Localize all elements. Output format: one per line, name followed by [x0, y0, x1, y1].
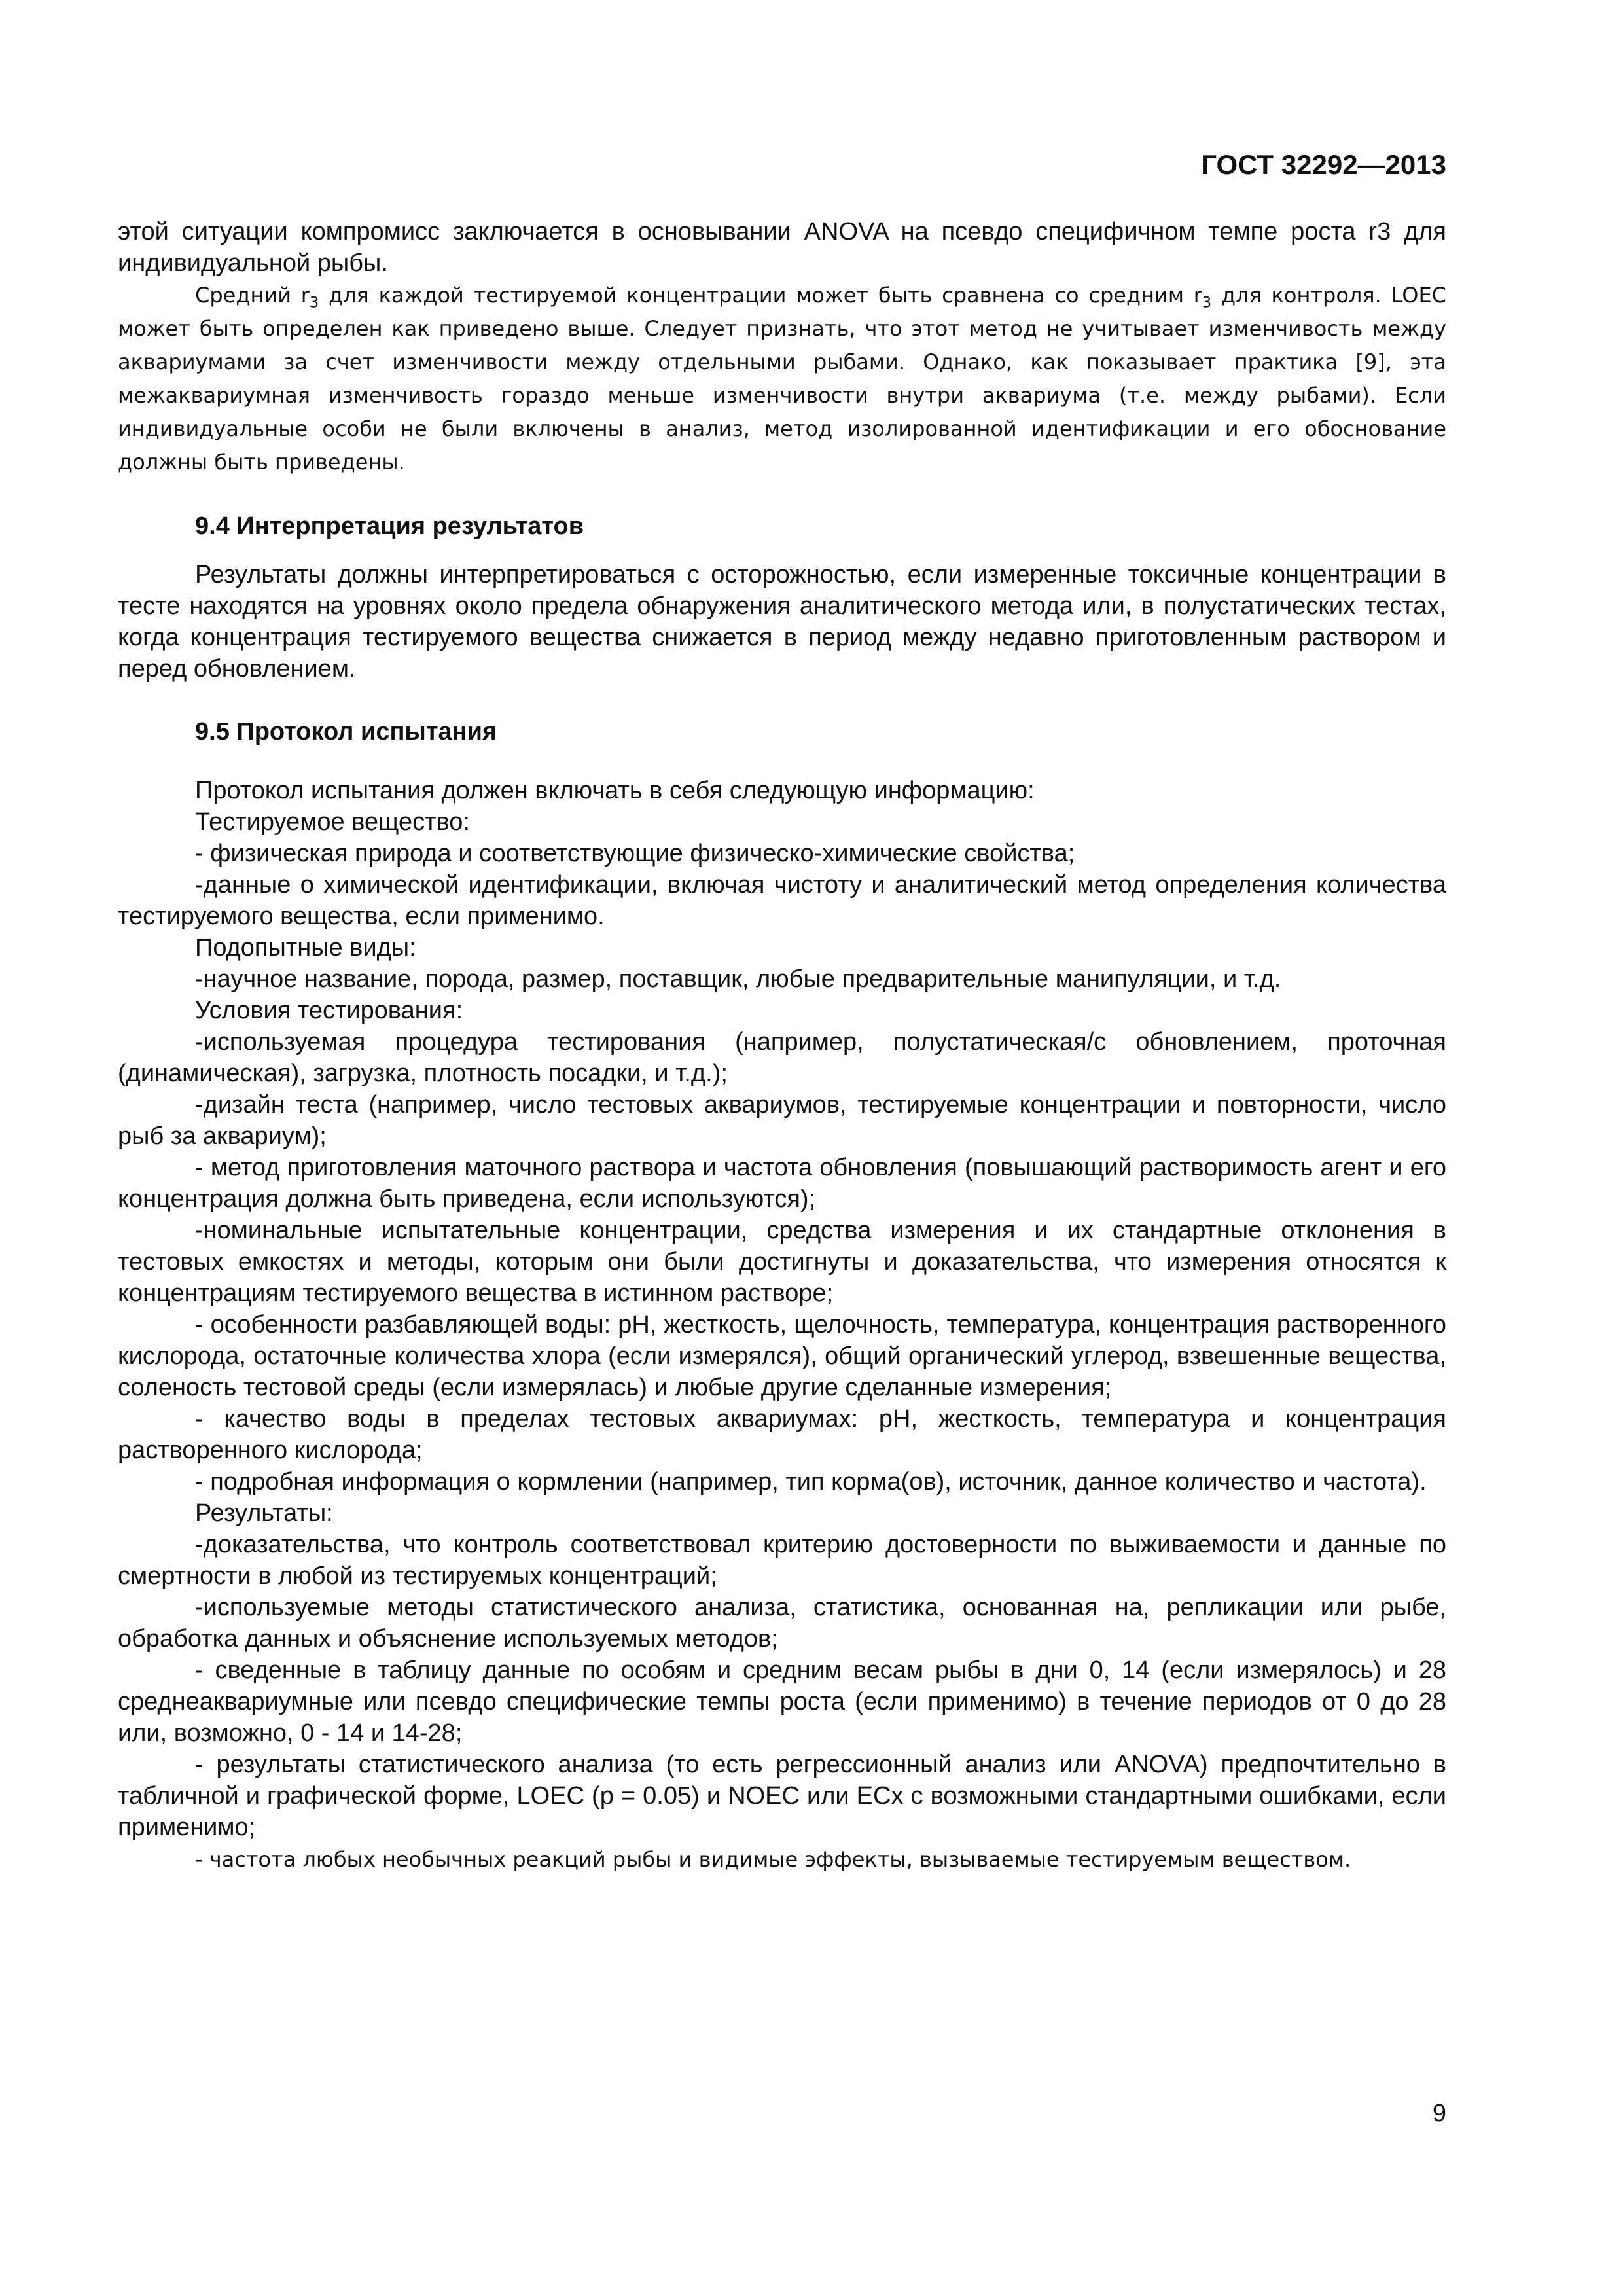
protocol-item: - физическая природа и соответствующие физическо-химические свойства; — [195, 840, 1075, 867]
section-9-4-text: Результаты должны интерпретироваться с осторожностью, если измеренные токсичные концентрации в тесте находятся на уровнях около предела обнаружения аналитического метода или, в полустатических тестах, когда концентрация тестируемого вещества снижается в период между недавно приготовленным раствором и перед обновлением. — [118, 561, 1446, 683]
protocol-item: - метод приготовления маточного раствора и частота обновления (повышающий растворимость агент и его концентрация должна быть приведена, если используются); — [118, 1154, 1446, 1213]
protocol-item: - качество воды в пределах тестовых аквариумах: pH, жесткость, температура и концентрация растворенного кислорода; — [118, 1405, 1446, 1464]
protocol-item: -используемая процедура тестирования (например, полустатическая/с обновлением, проточная (динамическая), загрузка, плотность посадки, и т.д.); — [118, 1028, 1446, 1087]
protocol-item: - частота любых необычных реакций рыбы и видимые эффекты, вызываемые тестируемым веществом. — [195, 1847, 1351, 1872]
protocol-item: Протокол испытания должен включать в себя следующую информацию: — [195, 777, 1035, 804]
page-number: 9 — [1432, 2100, 1446, 2127]
protocol-item: Результаты: — [195, 1499, 333, 1527]
protocol-item: Подопытные виды: — [195, 934, 416, 961]
protocol-item: - результаты статистического анализа (то есть регрессионный анализ или ANOVA) предпочтительно в табличной и графической форме, LOEC (p = 0.05) и NOEC или ECx с возможными стандартными ошибками, если применимо; — [118, 1751, 1446, 1841]
protocol-item: -используемые методы статистического анализа, статистика, основанная на, репликации или рыбе, обработка данных и объяснение используемых методов; — [118, 1594, 1446, 1653]
protocol-item: -данные о химической идентификации, включая чистоту и аналитический метод определения количества тестируемого вещества, если применимо. — [118, 871, 1446, 930]
protocol-item: -номинальные испытательные концентрации, средства измерения и их стандартные отклонения в тестовых емкостях и методы, которым они были достигнуты и доказательства, что измерения относятся к концентрациям тестируемого вещества в истинном растворе; — [118, 1217, 1446, 1307]
intro-paragraph-2: Средний $r_3$ для каждой тестируемой концентрации может быть сравнена со средним $r_3$ для контроля. LOEC может быть определен как приведено выше. Следует признать, что этот метод не учитывает изменчивость между аквариумами за счет изменчивости между отдельными рыбами. Однако, как показывает практика [9], эта межаквариумная изменчивость гораздо меньше изменчивости внутри аквариума (т.е. между рыбами). Если индивидуальные особи не были включены в анализ, метод изолированной идентификации и его обоснование должны быть приведены. — [118, 283, 1447, 475]
section-9-5-heading: 9.5 Протокол испытания — [195, 718, 497, 745]
protocol-item: -научное название, порода, размер, поставщик, любые предварительные манипуляции, и т.д. — [195, 965, 1281, 993]
protocol-item: -дизайн теста (например, число тестовых аквариумов, тестируемые концентрации и повторности, число рыб за аквариум); — [118, 1091, 1446, 1150]
protocol-item: Условия тестирования: — [195, 997, 463, 1024]
document-header: ГОСТ 32292—2013 — [1201, 149, 1446, 180]
protocol-item: -доказательства, что контроль соответствовал критерию достоверности по выживаемости и данные по смертности в любой из тестируемых концентраций; — [118, 1531, 1446, 1590]
section-9-4-heading: 9.4 Интерпретация результатов — [195, 512, 584, 540]
protocol-item: - сведенные в таблицу данные по особям и средним весам рыбы в дни 0, 14 (если измерялось) и 28 среднеаквариумные или псевдо специфические темпы роста (если применимо) в течение периодов от 0 до 28 или, возможно, 0 - 14 и 14-28; — [118, 1657, 1446, 1747]
protocol-item: - особенности разбавляющей воды: pH, жесткость, щелочность, температура, концентрация растворенного кислорода, остаточные количества хлора (если измерялся), общий органический углерод, взвешенные вещества, соленость тестовой среды (если измерялась) и любые другие сделанные измерения; — [118, 1311, 1446, 1401]
protocol-item: - подробная информация о кормлении (например, тип корма(ов), источник, данное количество и частота). — [195, 1468, 1427, 1496]
protocol-item: Тестируемое вещество: — [195, 808, 470, 836]
page-content — [118, 216, 1446, 1876]
intro-paragraph-1: этой ситуации компромисс заключается в основывании ANOVA на псевдо специфичном темпе роста r3 для индивидуальной рыбы. — [118, 218, 1446, 277]
